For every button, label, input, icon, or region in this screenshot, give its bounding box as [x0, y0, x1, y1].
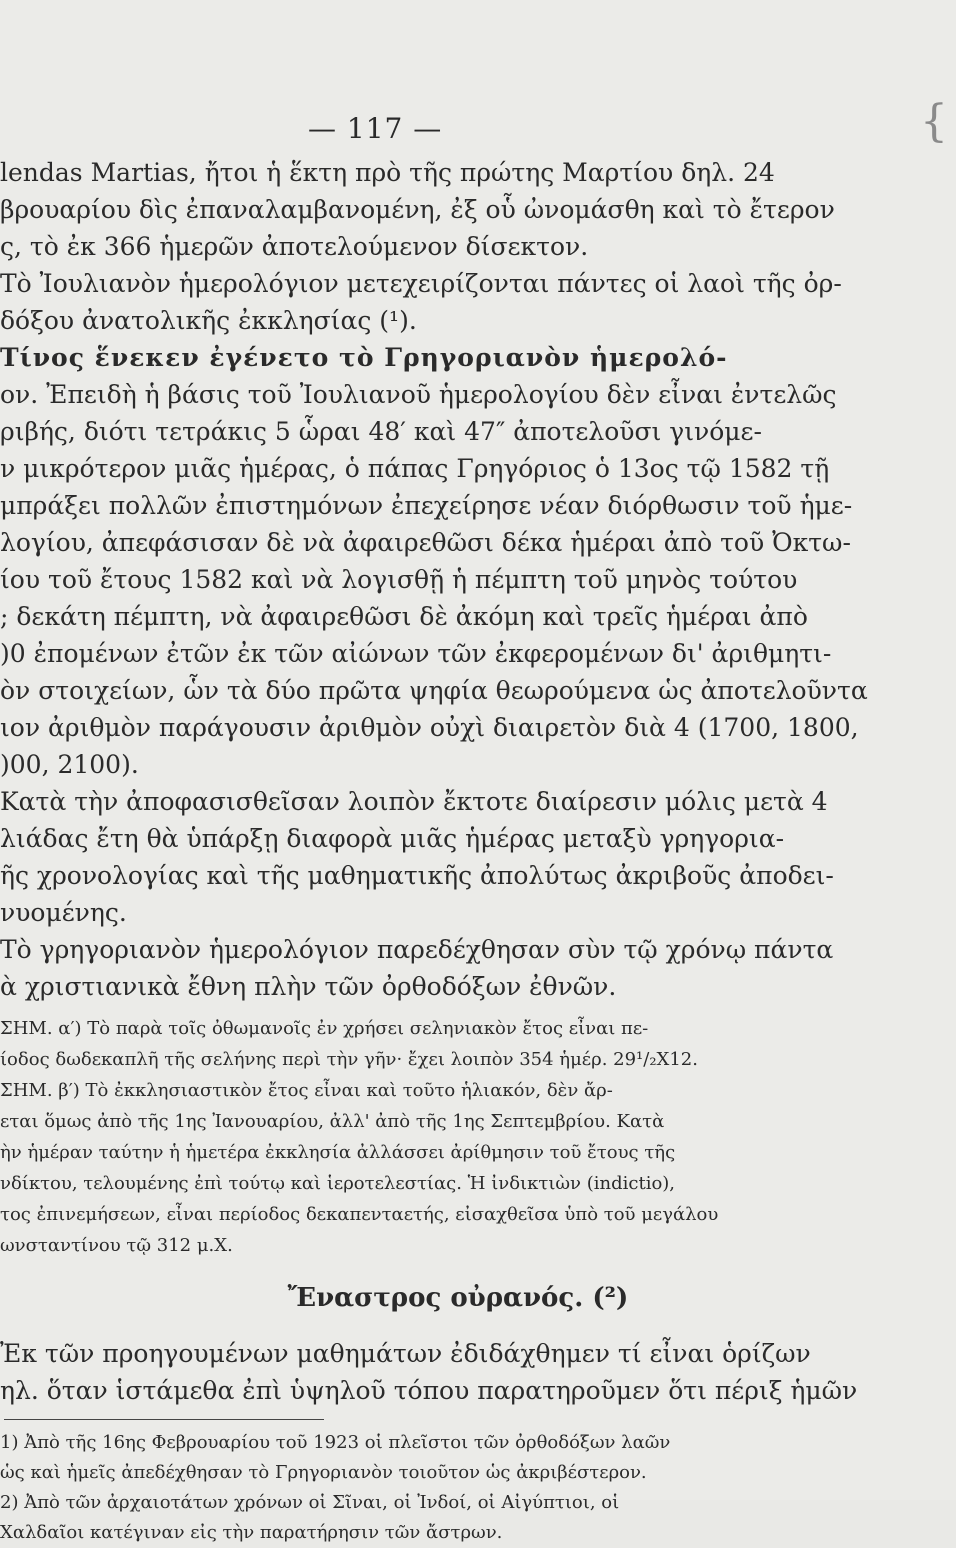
notes-block	[0, 1013, 956, 1261]
body-line: λιάδας ἔτη θὰ ὑπάρξῃ διαφορὰ μιᾶς ἡμέρας μεταξὺ γρηγορια-	[0, 824, 785, 853]
footnote-line: 1) Ἀπὸ τῆς 16ης Φεβρουαρίου τοῦ 1923 οἱ πλεῖστοι τῶν ὀρθοδόξων λαῶν	[0, 1432, 671, 1453]
note-line: ΣΗΜ. β′) Τὸ ἐκκλησιαστικὸν ἔτος εἶναι καὶ τοῦτο ἡλιακόν, δὲν ἄρ-	[0, 1080, 613, 1101]
note-line: ίοδος δωδεκαπλῆ τῆς σελήνης περὶ τὴν γῆν· ἔχει λοιπὸν 354 ἡμέρ. 29¹/₂X12.	[0, 1049, 698, 1070]
body-line: Τὸ Ἰουλιανὸν ἡμερολόγιον μετεχειρίζονται πάντες οἱ λαοὶ τῆς ὀρ-	[0, 269, 842, 298]
body-line: ς, τὸ ἐκ 366 ἡμερῶν ἀποτελούμενον δίσεκτον.	[0, 232, 589, 261]
body-line: ηλ. ὅταν ἱστάμεθα ἐπὶ ὑψηλοῦ τόπου παρατηροῦμεν ὅτι πέριξ ἡμῶν	[0, 1376, 858, 1405]
section-heading: Ἔναστρος οὐρανός. (²)	[287, 1283, 629, 1313]
page-text	[0, 154, 956, 1548]
body-line: ὸν στοιχείων, ὧν τὰ δύο πρῶτα ψηφία θεωρούμενα ὡς ἀποτελοῦντα	[0, 676, 868, 705]
note-line: εται ὅμως ἀπὸ τῆς 1ης Ἰανουαρίου, ἀλλ' ἀπὸ τῆς 1ης Σεπτεμβρίου. Κατὰ	[0, 1111, 665, 1132]
body-line: μπράξει πολλῶν ἐπιστημόνων ἐπεχείρησε νέαν διόρθωσιν τοῦ ἡμε-	[0, 491, 853, 520]
page-number: — 117 —	[308, 112, 443, 145]
body-line: ον. Ἐπειδὴ ἡ βάσις τοῦ Ἰουλιανοῦ ἡμερολογίου δὲν εἶναι ἐντελῶς	[0, 380, 837, 409]
note-line: ΣΗΜ. α′) Τὸ παρὰ τοῖς ὀθωμανοῖς ἐν χρήσει σεληνιακὸν ἔτος εἶναι πε-	[0, 1018, 649, 1039]
body-line: Ἐκ τῶν προηγουμένων μαθημάτων ἐδιδάχθημεν τί εἶναι ὁρίζων	[0, 1339, 811, 1368]
body-line: ιον ἀριθμὸν παράγουσιν ἀριθμὸν οὐχὶ διαιρετὸν διὰ 4 (1700, 1800,	[0, 713, 859, 742]
footnote-line: 2) Ἀπὸ τῶν ἀρχαιοτάτων χρόνων οἱ Σῖναι, οἱ Ἰνδοί, οἱ Αἰγύπτιοι, οἱ	[0, 1492, 620, 1513]
body-line: Κατὰ τὴν ἀποφασισθεῖσαν λοιπὸν ἔκτοτε διαίρεσιν μόλις μετὰ 4	[0, 787, 828, 816]
body-line: )0 ἐπομένων ἐτῶν ἐκ τῶν αἰώνων τῶν ἐκφερομένων δι' ἀριθμητι-	[0, 639, 832, 668]
body-line: ὰ χριστιανικὰ ἔθνη πλὴν τῶν ὀρθοδόξων ἐθνῶν.	[0, 972, 617, 1001]
note-line: τος ἐπινεμήσεων, εἶναι περίοδος δεκαπενταετής, εἰσαχθεῖσα ὑπὸ τοῦ μεγάλου	[0, 1204, 719, 1225]
body-line: ίου τοῦ ἔτους 1582 καὶ νὰ λογισθῇ ἡ πέμπτη τοῦ μηνὸς τούτου	[0, 565, 798, 594]
body-line: lendas Martias, ἤτοι ἡ ἕκτη πρὸ τῆς πρώτης Μαρτίου δηλ. 24	[0, 158, 775, 187]
note-line: ωνσταντίνου τῷ 312 μ.Χ.	[0, 1235, 233, 1256]
footnote-line: Χαλδαῖοι κατέγιναν εἰς τὴν παρατήρησιν τῶν ἄστρων.	[0, 1522, 503, 1543]
body-line: βρουαρίου δὶς ἐπαναλαμβανομένη, ἐξ οὗ ὠνομάσθη καὶ τὸ ἔτερον	[0, 195, 835, 224]
page-edge-mark: {	[920, 96, 948, 147]
note-line: ὴν ἡμέραν ταύτην ἡ ἡμετέρα ἐκκλησία ἀλλάσσει ἀρίθμησιν τοῦ ἔτους τῆς	[0, 1142, 676, 1163]
footnote-divider	[4, 1419, 324, 1420]
body-line: ῆς χρονολογίας καὶ τῆς μαθηματικῆς ἀπολύτως ἀκριβοῦς ἀποδει-	[0, 861, 834, 890]
body-line: δόξου ἀνατολικῆς ἐκκλησίας (¹).	[0, 306, 417, 335]
body-line: Τὸ γρηγοριανὸν ἡμερολόγιον παρεδέχθησαν σὺν τῷ χρόνῳ πάντα	[0, 935, 834, 964]
note-line: νδίκτου, τελουμένης ἐπὶ τούτῳ καὶ ἱεροτελεστίας. Ἡ ἰνδικτιὼν (indictio),	[0, 1173, 676, 1194]
body-line: λογίου, ἀπεφάσισαν δὲ νὰ ἀφαιρεθῶσι δέκα ἡμέραι ἀπὸ τοῦ Ὀκτω-	[0, 528, 851, 557]
footnotes-block	[0, 1428, 956, 1548]
body-line: ν μικρότερον μιᾶς ἡμέρας, ὁ πάπας Γρηγόριος ὁ 13ος τῷ 1582 τῇ	[0, 454, 830, 483]
body-line: νυομένης.	[0, 898, 127, 927]
body-line: )00, 2100).	[0, 750, 139, 779]
footnote-line: ὡς καὶ ἡμεῖς ἀπεδέχθησαν τὸ Γρηγοριανὸν τοιοῦτον ὡς ἀκριβέστερον.	[0, 1462, 647, 1483]
body-line: ριβής, διότι τετράκις 5 ὧραι 48′ καὶ 47″ ἀποτελοῦσι γινόμε-	[0, 417, 762, 446]
body-line: ; δεκάτη πέμπτη, νὰ ἀφαιρεθῶσι δὲ ἀκόμη καὶ τρεῖς ἡμέραι ἀπὸ	[0, 602, 808, 631]
section-question-heading: Τίνος ἕνεκεν ἐγένετο τὸ Γρηγοριανὸν ἡμερολό-	[0, 343, 728, 372]
